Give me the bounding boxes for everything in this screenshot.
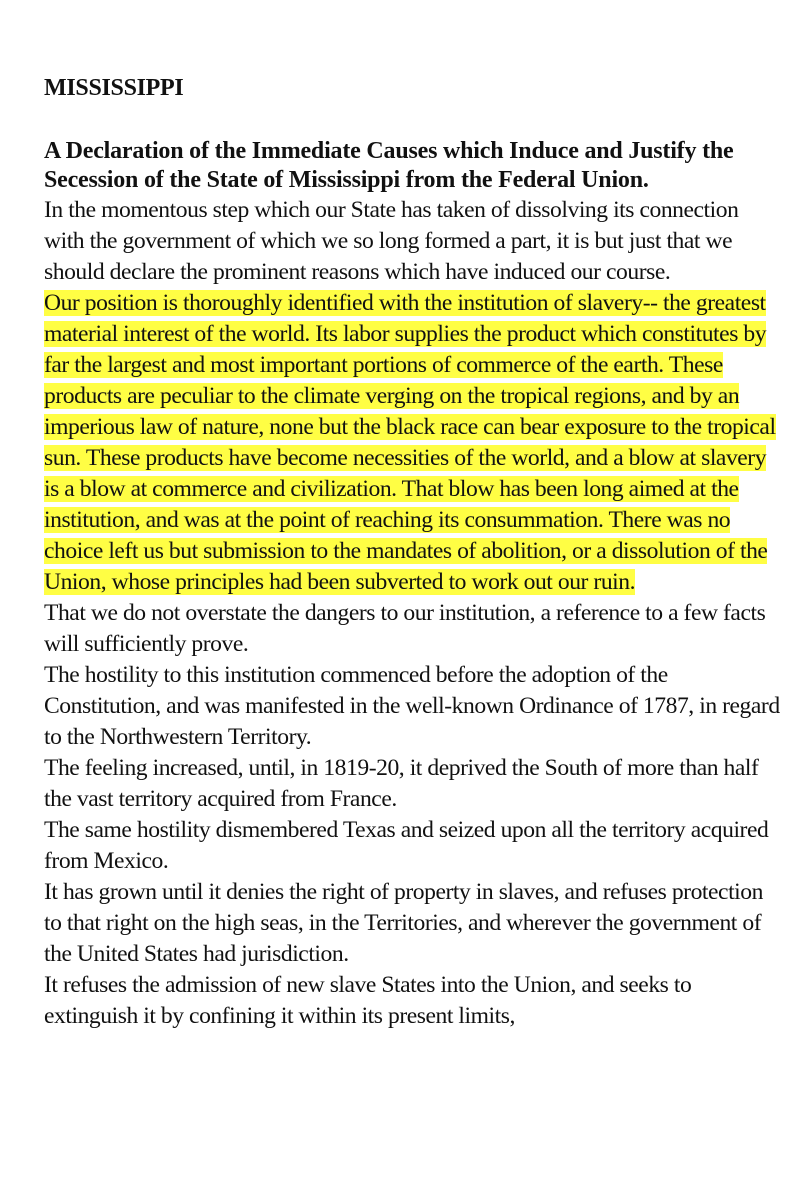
document-body — [44, 73, 784, 1032]
paragraph-text: The hostility to this institution commenced before the adoption of the Constitution, and was manifested in the well-known Ordinance of 1787, in regard to the Northwestern Territory. — [44, 662, 780, 750]
paragraph-dangers — [44, 598, 784, 660]
paragraph-text: The same hostility dismembered Texas and seized upon all the territory acquired from Mexico. — [44, 817, 769, 874]
paragraph-france — [44, 753, 784, 815]
highlighted-passage: Our position is thoroughly identified with the institution of slavery-- the greatest material interest of the world. Its labor supplies the product which constitutes by far the largest and most important portions of commerce of the earth. These products are peculiar to the climate verging on the tropical regions, and by an imperious law of nature, none but the black race can bear exposure to the tropical sun. These products have become necessities of the world, and a blow at slavery is a blow at commerce and civilization. That blow has been long aimed at the institution, and was at the point of reaching its consummation. There was no choice left us but submission to the mandates of abolition, or a dissolution of the Union, whose principles had been subverted to work out our ruin. — [44, 290, 776, 595]
paragraph-intro — [44, 195, 784, 288]
paragraph-text: In the momentous step which our State has taken of dissolving its connection with the government of which we so long formed a part, it is but just that we should declare the prominent reasons which have induced our course. — [44, 197, 739, 285]
paragraph-ordinance — [44, 660, 784, 753]
declaration-title: A Declaration of the Immediate Causes which Induce and Justify the Secession of the State of Mississippi from the Federal Union. — [44, 138, 734, 193]
paragraph-text: It has grown until it denies the right of property in slaves, and refuses protection to that right on the high seas, in the Territories, and wherever the government of the United States had jurisdiction. — [44, 879, 763, 967]
paragraph-highlighted — [44, 288, 784, 598]
paragraph-text: The feeling increased, until, in 1819-20, it deprived the South of more than half the vast territory acquired from France. — [44, 755, 759, 812]
paragraph-text: That we do not overstate the dangers to our institution, a reference to a few facts will sufficiently prove. — [44, 600, 766, 657]
paragraph-new-states — [44, 970, 784, 1032]
paragraph-text: It refuses the admission of new slave States into the Union, and seeks to extinguish it by confining it within its present limits, — [44, 972, 692, 1029]
state-heading: MISSISSIPPI — [44, 75, 184, 101]
paragraph-texas — [44, 815, 784, 877]
paragraph-property — [44, 877, 784, 970]
